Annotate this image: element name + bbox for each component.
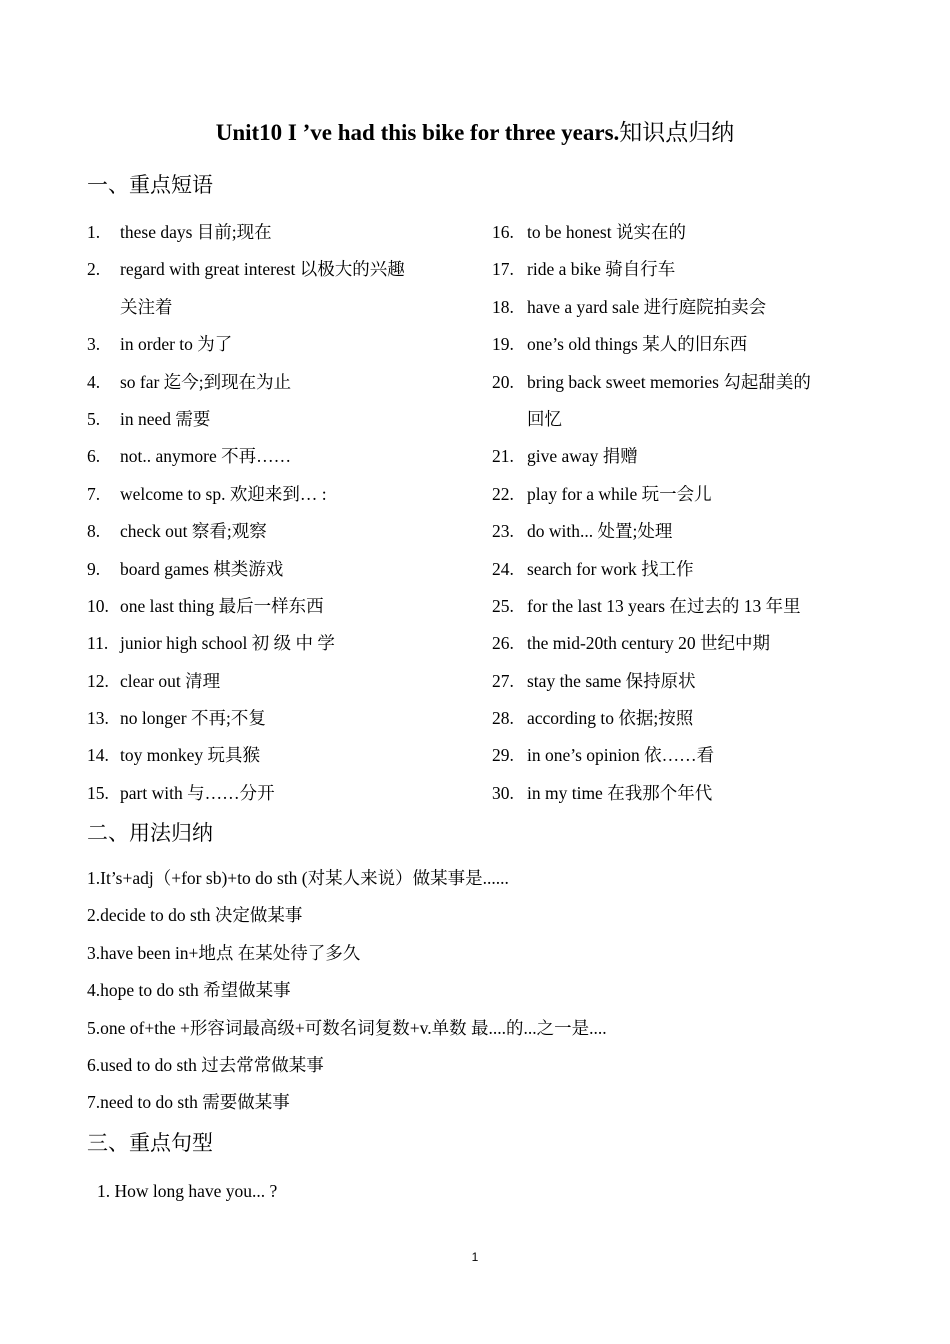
item-number: 4. (87, 371, 101, 392)
item-text: give away 捐赠 (527, 446, 638, 467)
list-item (492, 364, 811, 401)
item-number: 17. (492, 259, 514, 280)
item-text: regard with great interest 以极大的兴趣 (120, 259, 405, 280)
item-number: 11. (87, 633, 109, 654)
list-item (87, 588, 405, 625)
usage-item: 3.have been in+地点 在某处待了多久 (87, 942, 361, 963)
item-text: 关注着 (120, 296, 173, 317)
item-number: 2. (87, 259, 101, 280)
list-item (492, 588, 811, 625)
item-number: 7. (87, 483, 101, 504)
list-item (492, 551, 811, 588)
section-heading-sentences: 三、重点句型 (87, 1131, 213, 1155)
page-number: 1 (471, 1250, 479, 1264)
list-item (87, 401, 405, 438)
item-text: welcome to sp. 欢迎来到… : (120, 483, 327, 504)
item-number: 25. (492, 595, 514, 616)
item-text: in one’s opinion 依……看 (527, 745, 715, 766)
item-text: according to 依据;按照 (527, 708, 694, 729)
item-number: 15. (87, 782, 109, 803)
item-text: junior high school 初 级 中 学 (120, 633, 335, 654)
item-text: do with... 处置;处理 (527, 521, 673, 542)
usage-item: 7.need to do sth 需要做某事 (87, 1092, 290, 1113)
section-heading-phrases: 一、重点短语 (87, 173, 213, 197)
usage-item: 2.decide to do sth 决定做某事 (87, 905, 303, 926)
item-number: 18. (492, 296, 514, 317)
item-number: 28. (492, 708, 514, 729)
usage-item: 1.It’s+adj（+for sb)+to do sth (对某人来说）做某事是...... (87, 868, 509, 888)
item-number: 3. (87, 334, 101, 355)
item-text: 回忆 (527, 408, 562, 429)
item-number: 13. (87, 708, 109, 729)
item-text: not.. anymore 不再…… (120, 446, 292, 467)
list-item (492, 438, 811, 475)
title-chinese: 知识点归纳 (619, 120, 735, 145)
item-number: 19. (492, 334, 514, 355)
list-item (87, 476, 405, 513)
usage-list (87, 860, 607, 1122)
item-text: search for work 找工作 (527, 558, 694, 579)
list-item (87, 737, 405, 774)
item-number: 8. (87, 521, 101, 542)
item-number: 23. (492, 521, 514, 542)
item-text: bring back sweet memories 勾起甜美的 (527, 371, 811, 392)
list-item (492, 476, 811, 513)
list-item (87, 513, 405, 550)
list-item (492, 700, 811, 737)
item-number: 27. (492, 670, 514, 691)
item-text: clear out 清理 (120, 670, 221, 691)
list-item (87, 625, 405, 662)
list-item (87, 775, 405, 812)
document-title (0, 115, 950, 151)
item-number: 26. (492, 633, 514, 654)
item-number: 10. (87, 595, 109, 616)
list-item (492, 251, 811, 288)
item-text: in order to 为了 (120, 334, 233, 355)
item-text: the mid-20th century 20 世纪中期 (527, 633, 771, 654)
list-item-continuation (492, 401, 811, 438)
item-text: toy monkey 玩具猴 (120, 745, 260, 766)
list-item (87, 700, 405, 737)
item-text: part with 与……分开 (120, 782, 275, 803)
item-text: in my time 在我那个年代 (527, 782, 713, 803)
item-text: ride a bike 骑自行车 (527, 259, 676, 280)
item-text: in need 需要 (120, 408, 211, 429)
item-number: 30. (492, 782, 514, 803)
item-text: one’s old things 某人的旧东西 (527, 334, 748, 355)
item-number: 6. (87, 446, 101, 467)
item-text: no longer 不再;不复 (120, 708, 266, 729)
item-text: one last thing 最后一样东西 (120, 595, 324, 616)
title-english: Unit10 I ’ve had this bike for three years. (215, 120, 620, 145)
list-item (87, 663, 405, 700)
list-item (492, 775, 811, 812)
item-text: so far 迄今;到现在为止 (120, 371, 292, 392)
list-item (492, 326, 811, 363)
item-number: 1. (87, 222, 101, 242)
item-text: to be honest 说实在的 (527, 222, 686, 242)
list-item (87, 251, 405, 288)
item-text: check out 察看;观察 (120, 521, 267, 542)
item-number: 21. (492, 446, 514, 467)
item-number: 12. (87, 670, 109, 691)
list-item (87, 551, 405, 588)
list-item (87, 326, 405, 363)
list-item (87, 438, 405, 475)
item-number: 14. (87, 745, 109, 766)
list-item (87, 364, 405, 401)
section-heading-usage: 二、用法归纳 (87, 821, 213, 845)
item-text: these days 目前;现在 (120, 222, 272, 242)
list-item (492, 663, 811, 700)
item-number: 29. (492, 745, 514, 766)
item-number: 16. (492, 222, 514, 242)
usage-item: 6.used to do sth 过去常常做某事 (87, 1054, 324, 1075)
item-number: 24. (492, 558, 514, 579)
item-text: stay the same 保持原状 (527, 670, 696, 691)
item-text: board games 棋类游戏 (120, 558, 284, 579)
phrase-list-right (492, 214, 811, 812)
item-text: have a yard sale 进行庭院拍卖会 (527, 296, 767, 317)
item-number: 22. (492, 483, 514, 504)
list-item (492, 737, 811, 774)
list-item (492, 214, 811, 251)
list-item (87, 214, 405, 251)
item-text: play for a while 玩一会儿 (527, 483, 712, 504)
list-item (492, 289, 811, 326)
usage-item: 5.one of+the +形容词最高级+可数名词复数+v.单数 最....的...之一是.... (87, 1017, 607, 1038)
list-item (492, 625, 811, 662)
sentence-item: 1. How long have you... ? (97, 1181, 278, 1201)
item-number: 20. (492, 371, 514, 392)
list-item (492, 513, 811, 550)
item-number: 5. (87, 408, 101, 429)
usage-item: 4.hope to do sth 希望做某事 (87, 980, 291, 1001)
item-number: 9. (87, 558, 101, 579)
item-text: for the last 13 years 在过去的 13 年里 (527, 595, 801, 616)
phrase-list-left (87, 214, 405, 812)
list-item-continuation (87, 289, 405, 326)
